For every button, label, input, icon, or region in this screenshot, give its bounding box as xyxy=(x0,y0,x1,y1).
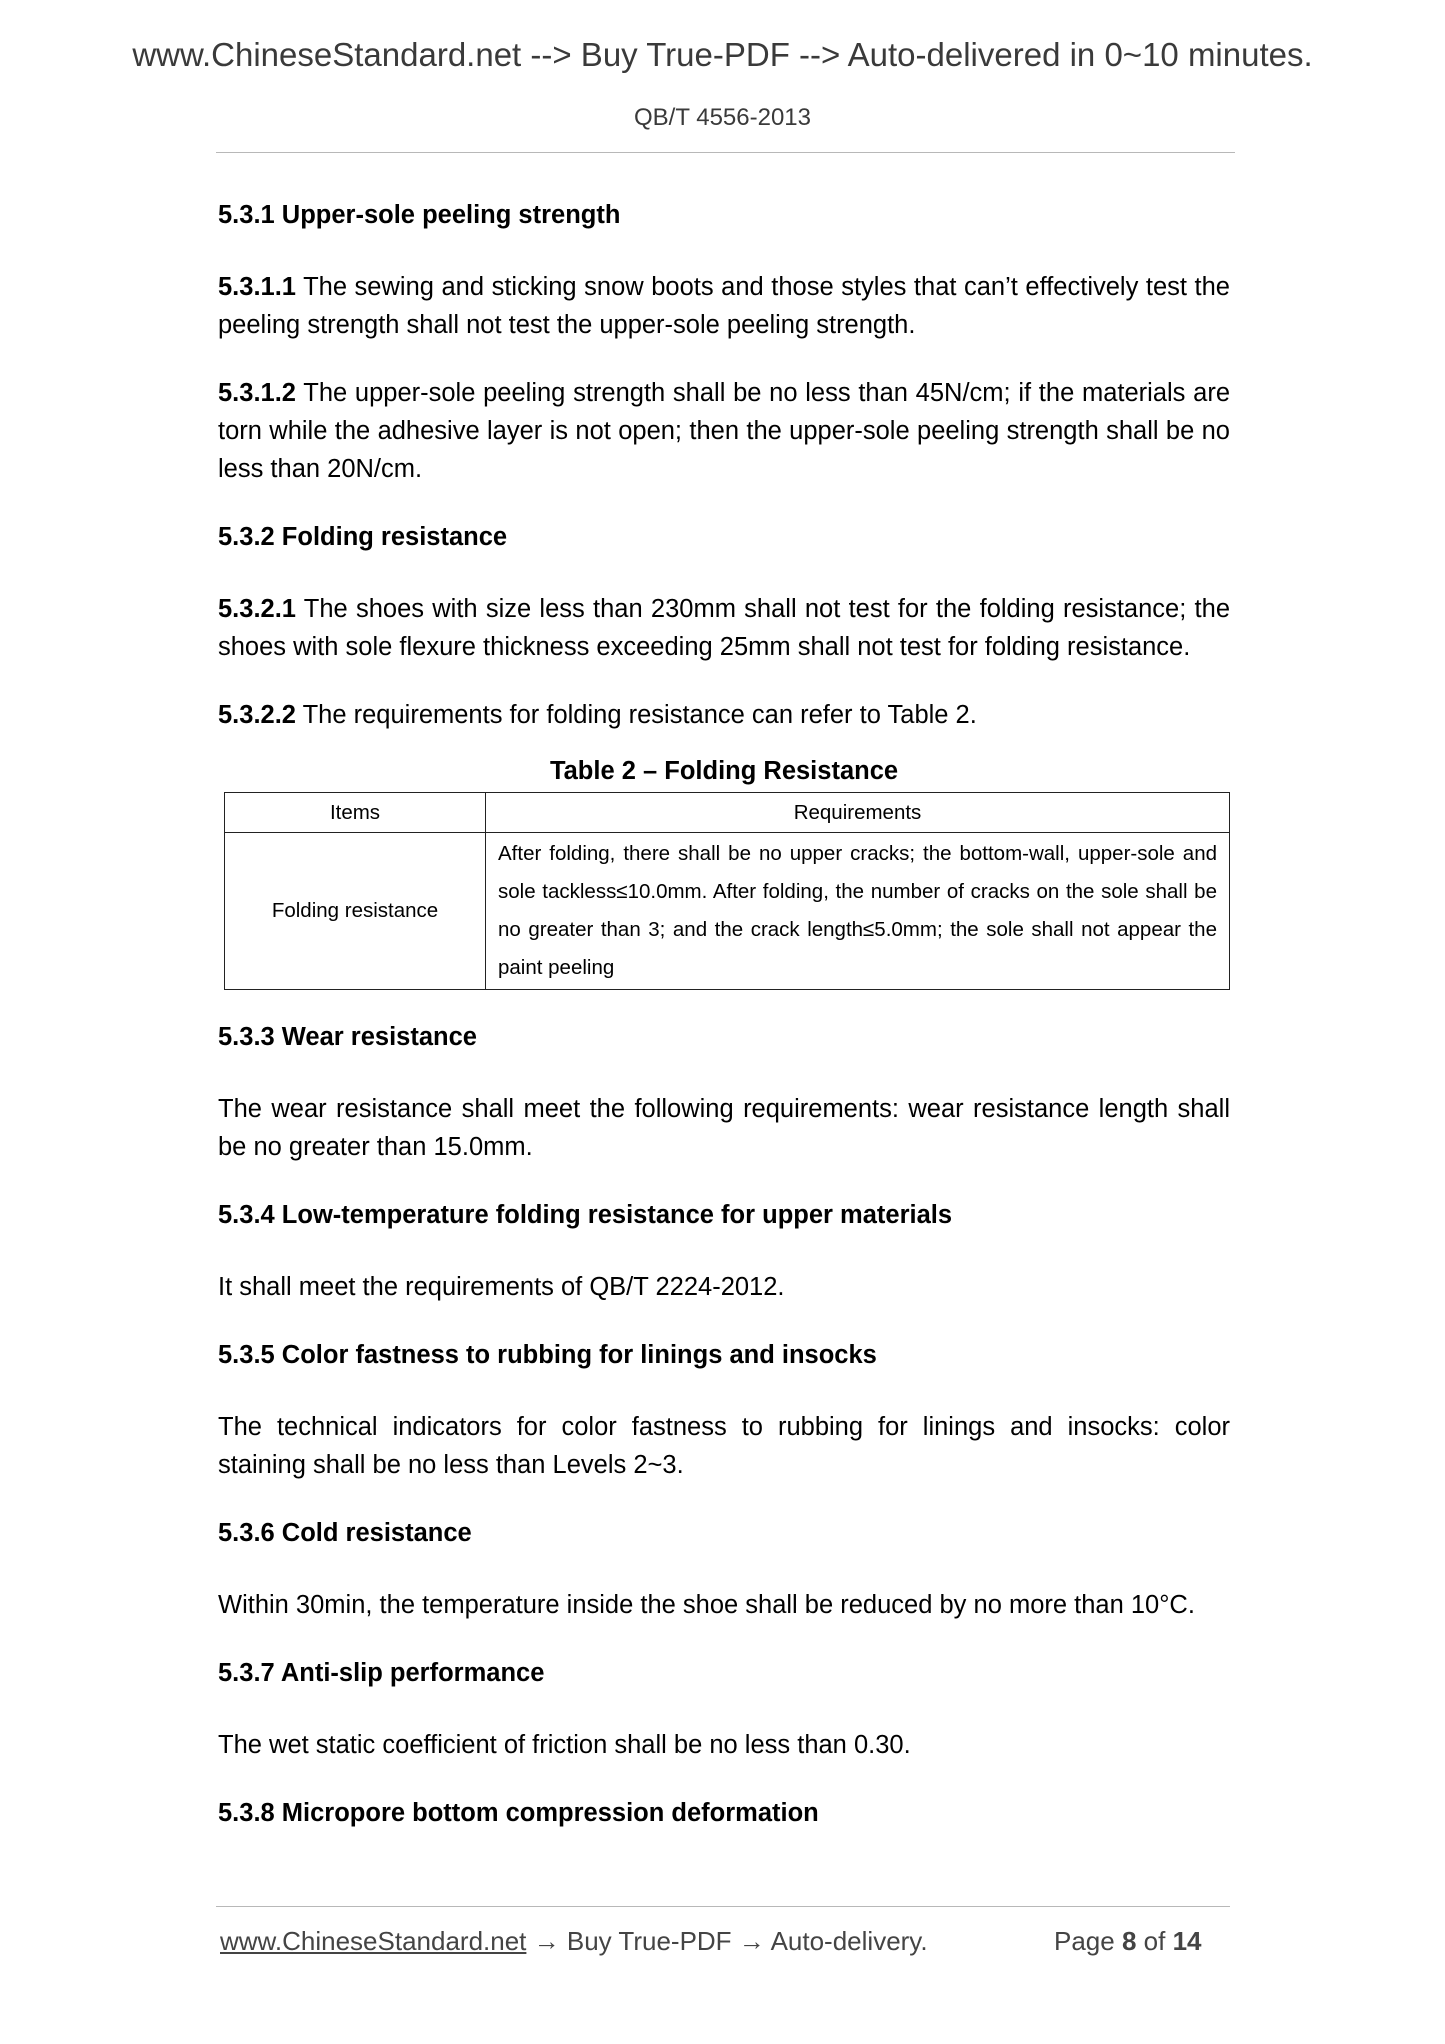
folding-resistance-table xyxy=(224,792,1230,990)
page-current: 8 xyxy=(1121,1926,1137,1956)
footer-tagline: → Buy True-PDF → Auto-delivery. xyxy=(526,1926,928,1956)
footer-promo xyxy=(220,1926,928,1957)
document-id: QB/T 4556-2013 xyxy=(633,104,811,131)
clause-5-3-2-1 xyxy=(218,590,1230,666)
table-row xyxy=(225,833,1230,990)
heading-5-3-7: 5.3.7 Anti-slip performance xyxy=(218,1659,545,1687)
site-banner: www.ChineseStandard.net --> Buy True-PDF --> Auto-delivered in 0~10 minutes. xyxy=(132,36,1313,73)
heading-5-3-6: 5.3.6 Cold resistance xyxy=(218,1519,472,1547)
clause-text: The shoes with size less than 230mm shall not test for the folding resistance; the shoes with sole flexure thickness exceeding 25mm shall not test for folding resistance. xyxy=(218,595,1230,661)
cell-requirement: After folding, there shall be no upper cracks; the bottom-wall, upper-sole and sole tackless≤10.0mm. After folding, the number of cracks on the sole shall be no greater than 3; and the crack length≤5.0mm; the sole shall not appear the paint peeling xyxy=(486,833,1230,990)
clause-text: The requirements for folding resistance can refer to Table 2. xyxy=(295,701,977,729)
column-header-requirements: Requirements xyxy=(486,793,1230,833)
paragraph-5-3-6: Within 30min, the temperature inside the shoe shall be reduced by no more than 10°C. xyxy=(218,1591,1195,1619)
table-2-title: Table 2 – Folding Resistance xyxy=(549,757,899,785)
column-header-items: Items xyxy=(225,793,486,833)
clause-5-3-2-2 xyxy=(218,696,1230,734)
clause-number: 5.3.2.2 xyxy=(218,701,296,729)
heading-5-3-3: 5.3.3 Wear resistance xyxy=(218,1023,477,1051)
table-header-row xyxy=(225,793,1230,833)
clause-text: The upper-sole peeling strength shall be no less than 45N/cm; if the materials are torn while the adhesive layer is not open; then the upper-sole peeling strength shall be no less than 20N/cm. xyxy=(218,379,1230,483)
clause-number: 5.3.2.1 xyxy=(218,595,296,623)
clause-number: 5.3.1.1 xyxy=(218,273,296,301)
paragraph-5-3-3: The wear resistance shall meet the following requirements: wear resistance length shall be no greater than 15.0mm. xyxy=(218,1095,1230,1161)
clause-5-3-1-2 xyxy=(218,374,1230,488)
heading-5-3-1: 5.3.1 Upper-sole peeling strength xyxy=(218,201,621,229)
clause-5-3-1-1 xyxy=(218,268,1230,344)
paragraph-5-3-5: The technical indicators for color fastness to rubbing for linings and insocks: color staining shall be no less than Levels 2~3. xyxy=(218,1413,1230,1479)
header-divider xyxy=(216,152,1235,153)
cell-item: Folding resistance xyxy=(225,833,486,990)
footer-divider xyxy=(216,1906,1230,1907)
page-total: 14 xyxy=(1172,1926,1202,1956)
clause-text: The sewing and sticking snow boots and those styles that can’t effectively test the peeling strength shall not test the upper-sole peeling strength. xyxy=(218,273,1230,339)
heading-5-3-2: 5.3.2 Folding resistance xyxy=(218,523,508,551)
clause-number: 5.3.1.2 xyxy=(218,379,296,407)
paragraph-5-3-4: It shall meet the requirements of QB/T 2224-2012. xyxy=(218,1273,785,1301)
page-indicator xyxy=(1054,1926,1201,1957)
heading-5-3-5: 5.3.5 Color fastness to rubbing for linings and insocks xyxy=(218,1341,877,1369)
page-label: Page xyxy=(1054,1926,1122,1956)
paragraph-5-3-7: The wet static coefficient of friction shall be no less than 0.30. xyxy=(218,1731,911,1759)
heading-5-3-4: 5.3.4 Low-temperature folding resistance for upper materials xyxy=(218,1201,953,1229)
page-content xyxy=(218,196,1230,1866)
site-link[interactable]: www.ChineseStandard.net xyxy=(220,1926,527,1956)
heading-5-3-8: 5.3.8 Micropore bottom compression deformation xyxy=(218,1799,819,1827)
page-of: of xyxy=(1136,1926,1173,1956)
